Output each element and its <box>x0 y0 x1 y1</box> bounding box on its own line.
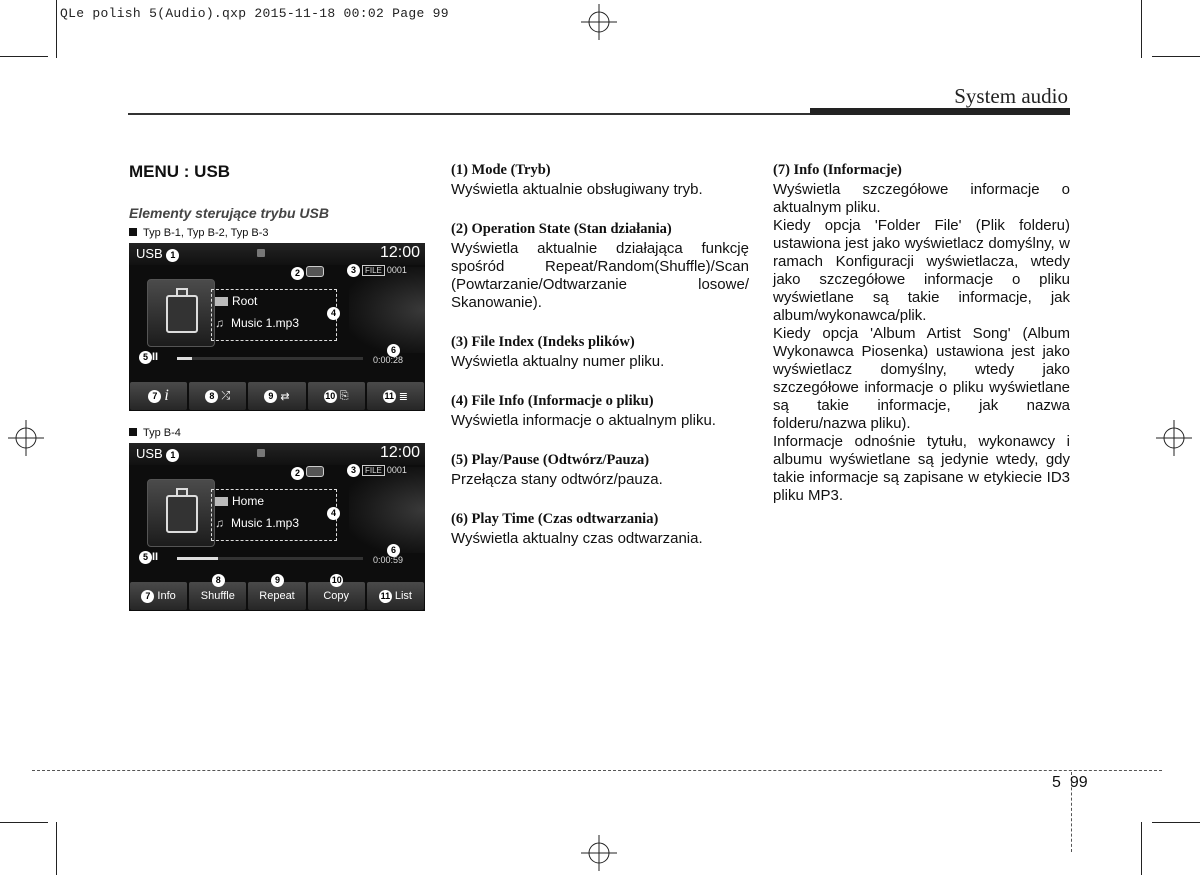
crop-mark <box>0 822 48 823</box>
item-body: Wyświetla aktualnie działająca funkcję spośród Repeat/Random(Shuffle)/Scan (Powtarzanie/Odtwarzanie losowe/ Skanowanie). <box>451 240 749 311</box>
list-button[interactable] <box>367 582 424 610</box>
item-body: Wyświetla informacje o aktualnym pliku. <box>451 412 716 429</box>
item-heading: (6) Play Time (Czas odtwarzania) <box>451 511 659 527</box>
callout-number: 8 <box>212 574 225 587</box>
item-heading: (4) File Info (Informacje o pliku) <box>451 393 654 409</box>
item-body: Wyświetla aktualny czas odtwarzania. <box>451 530 703 547</box>
item-heading: (7) Info (Informacje) <box>773 162 902 178</box>
progress-fill <box>177 357 192 360</box>
repeat-button[interactable] <box>248 575 305 610</box>
crop-mark <box>0 56 48 57</box>
paragraph: Kiedy opcja 'Folder File' (Plik folderu) ustawiona jest jako wyświetlacz domyślny, w ramach Konfiguracji wyświetlacza, wtedy jako szczegółowe informacje o pliku wyświetlane są takie informacje, jak album/wykonawca/plik. <box>773 217 1070 324</box>
button-bar <box>129 381 425 411</box>
footer-rule <box>32 770 1162 771</box>
callout-number: 2 <box>291 267 304 280</box>
callout-number: 10 <box>331 575 342 585</box>
repeat-button[interactable] <box>248 382 305 410</box>
usb-screen-typ-b1 <box>129 243 425 411</box>
right-column <box>773 162 1070 505</box>
file-index-value: 0001 <box>386 465 407 475</box>
play-pause-button[interactable] <box>139 351 158 364</box>
button-label: Copy <box>323 590 350 602</box>
crop-mark <box>56 822 57 875</box>
crop-mark <box>1141 0 1142 58</box>
item-body: Wyświetla aktualny numer pliku. <box>451 353 665 370</box>
callout-number: 1 <box>166 449 179 462</box>
progress-fill <box>177 557 218 560</box>
item-heading: (2) Operation State (Stan działania) <box>451 221 672 237</box>
button-label: Repeat <box>259 590 295 602</box>
music-note-icon: ♫ <box>215 316 224 330</box>
callout-number: 8 <box>205 390 218 403</box>
callout-6: 6 <box>387 340 400 358</box>
chapter-number: 5 <box>1052 774 1061 791</box>
play-time: 0:00:59 <box>373 555 404 565</box>
crop-mark <box>1152 822 1200 823</box>
callout-number: 5 <box>139 551 152 564</box>
item-play-pause <box>451 452 749 489</box>
registration-mark-icon <box>581 835 617 871</box>
item-mode <box>451 162 749 199</box>
clock: 12:00 <box>379 244 420 261</box>
paragraph: Wyświetla szczegółowe informacje o aktualnym pliku. <box>773 181 1070 216</box>
copy-button[interactable] <box>308 575 365 610</box>
list-icon: ≣ <box>398 390 409 403</box>
paragraph: Kiedy opcja 'Album Artist Song' (Album Wykonawca Piosenka) ustawiona jest jako wyświetlacz domyślny, wtedy jako szczegółowe informacje o pliku wyświetlane są takie informacje, jak nazwa folderu/nazwa pliku). <box>773 325 1070 432</box>
item-heading: (3) File Index (Indeks plików) <box>451 334 635 350</box>
button-label: Shuffle <box>200 590 235 602</box>
caption-text: Typ B-1, Typ B-2, Typ B-3 <box>143 227 269 239</box>
header-accent-bar <box>810 108 1070 115</box>
usb-icon <box>166 295 198 333</box>
repeat-state-icon <box>306 266 324 277</box>
figure-caption <box>129 427 181 439</box>
list-button[interactable] <box>367 382 424 410</box>
info-button[interactable] <box>130 582 187 610</box>
callout-6: 6 <box>387 540 400 558</box>
lock-icon <box>257 449 265 457</box>
callout-number: 9 <box>264 390 277 403</box>
lock-icon <box>257 249 265 257</box>
crop-mark <box>1152 56 1200 57</box>
copy-button[interactable] <box>308 382 365 410</box>
file-tag: FILE <box>362 265 385 276</box>
item-file-index <box>451 334 749 371</box>
callout-number: 1 <box>166 249 179 262</box>
callout-number: 10 <box>325 390 336 401</box>
bullet-square-icon <box>129 428 137 436</box>
registration-mark-icon <box>8 420 44 456</box>
pause-icon: II <box>152 551 159 563</box>
callout-number: 3 <box>347 464 360 477</box>
file-index <box>347 264 407 277</box>
callout-4: 4 <box>327 503 340 521</box>
folder-name: Home <box>215 494 264 508</box>
button-label: Info <box>157 590 176 602</box>
mode-indicator: USB 1 <box>136 246 179 262</box>
caption-text: Typ B-4 <box>143 427 181 439</box>
play-pause-button[interactable] <box>139 551 158 564</box>
subheading: Elementy sterujące trybu USB <box>129 205 329 221</box>
pause-icon: II <box>152 351 159 363</box>
info-button[interactable] <box>130 382 187 410</box>
repeat-icon: ⇄ <box>280 390 290 403</box>
music-note-icon: ♫ <box>215 516 224 530</box>
item-play-time <box>451 511 749 548</box>
shuffle-button[interactable] <box>189 575 246 610</box>
callout-number: 11 <box>380 590 391 601</box>
clock: 12:00 <box>379 444 420 461</box>
menu-title: MENU : USB <box>129 162 231 181</box>
usb-icon <box>166 495 198 533</box>
callout-number: 3 <box>347 264 360 277</box>
registration-mark-icon <box>1156 420 1192 456</box>
button-bar <box>129 575 425 611</box>
button-label: List <box>394 590 412 602</box>
registration-mark-icon <box>581 4 617 40</box>
item-heading: (5) Play/Pause (Odtwórz/Pauza) <box>451 452 650 468</box>
print-slug: QLe polish 5(Audio).qxp 2015-11-18 00:02 Page 99 <box>60 6 449 21</box>
copy-icon: ⎘ <box>339 389 349 402</box>
file-name: ♫ Music 1.mp3 <box>215 516 300 530</box>
crop-mark <box>1141 822 1142 875</box>
file-index <box>347 464 407 477</box>
crop-mark <box>56 0 57 58</box>
shuffle-button[interactable] <box>189 382 246 410</box>
file-name: ♫ Music 1.mp3 <box>215 316 300 330</box>
paragraph: Informacje odnośnie tytułu, wykonawcy i albumu wyświetlane są jedynie wtedy, gdy takie informacje są zapisane w etykiecie ID3 pliku MP3. <box>773 433 1070 504</box>
progress-bar <box>177 357 363 360</box>
item-body: Wyświetla aktualnie obsługiwany tryb. <box>451 181 703 198</box>
info-icon: i <box>164 387 169 404</box>
usb-album-art <box>147 479 215 547</box>
usb-album-art <box>147 279 215 347</box>
callout-number: 5 <box>139 351 152 364</box>
folder-icon <box>215 497 228 506</box>
page-number-value: 99 <box>1069 774 1088 791</box>
bullet-square-icon <box>129 228 137 236</box>
item-file-info <box>451 393 749 430</box>
figure-caption <box>129 227 269 239</box>
repeat-state-icon <box>306 466 324 477</box>
callout-4: 4 <box>327 303 340 321</box>
usb-screen-typ-b4 <box>129 443 425 611</box>
operation-state <box>291 263 324 281</box>
progress-bar <box>177 557 363 560</box>
file-tag: FILE <box>362 465 385 476</box>
folder-icon <box>215 297 228 306</box>
middle-column <box>451 162 749 548</box>
file-index-value: 0001 <box>386 265 407 275</box>
callout-number: 11 <box>384 390 395 401</box>
shuffle-icon: ⤮ <box>221 389 231 402</box>
callout-number: 9 <box>271 574 284 587</box>
callout-number: 7 <box>148 390 161 403</box>
item-body: Przełącza stany odtwórz/pauza. <box>451 471 663 488</box>
operation-state <box>291 463 324 481</box>
section-title: System audio <box>954 84 1068 108</box>
callout-number: 7 <box>141 590 154 603</box>
item-operation-state <box>451 221 749 312</box>
folder-name: Root <box>215 294 257 308</box>
page-number <box>1052 774 1088 792</box>
callout-number: 2 <box>291 467 304 480</box>
play-time: 0:00:28 <box>373 355 404 365</box>
mode-indicator: USB 1 <box>136 446 179 462</box>
item-heading: (1) Mode (Tryb) <box>451 162 551 178</box>
